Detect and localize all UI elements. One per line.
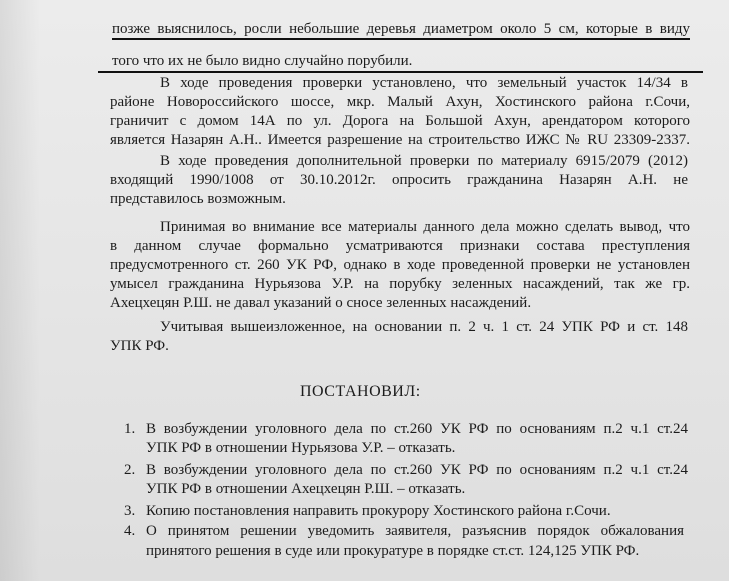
paragraph3-line-3: предусмотренного ст. 260 УК РФ, однако в ходе проведенной проверки не установлен: [110, 257, 690, 273]
paragraph2-line-2: входящий 1990/1008 от 30.10.2012г. опросить гражданина Назарян А.Н. не: [110, 172, 688, 188]
item-4-line-1: О принятом решении уведомить заявителя, разъяснив порядок обжалования: [146, 523, 684, 539]
paragraph1-line-1: В ходе проведения проверки установлено, что земельный участок 14/34 в: [160, 75, 688, 91]
item-2-line-2: УПК РФ в отношении Ахецхецян Р.Ш. – отказать.: [146, 481, 466, 497]
paragraph4-line-2: УПК РФ.: [110, 338, 169, 354]
underline-1: [112, 38, 690, 40]
paragraph1-line-2: районе Новороссийского шоссе, мкр. Малый Ахун, Хостинского района г.Сочи,: [110, 94, 690, 110]
underline-2: [98, 71, 703, 73]
item-3-number: 3.: [124, 503, 136, 519]
scan-shadow: [0, 0, 40, 581]
paragraph2-line-3: представилось возможным.: [110, 191, 286, 207]
paragraph3-line-2: в данном случае формально усматриваются признаки состава преступления: [110, 238, 690, 254]
paragraph3-line-5: Ахецхецян Р.Ш. не давал указаний о сносе зеленных насаждений.: [110, 295, 532, 311]
paragraph1-line-3: граничит с домом 14А по ул. Дорога на Большой Ахун, арендатором которого: [110, 113, 690, 129]
paragraph3-line-1: Принимая во внимание все материалы данного дела можно сделать вывод, что: [160, 219, 690, 235]
paragraph3-line-4: умысел гражданина Нурьязова У.Р. на порубку зеленных насаждений, так же гр.: [110, 276, 690, 292]
top-line-1: позже выяснилось, росли небольшие деревья диаметром около 5 см, которые в виду: [112, 21, 690, 37]
top-line-2: того что их не было видно случайно порубили.: [112, 53, 413, 69]
item-3-line-1: Копию постановления направить прокурору Хостинского района г.Сочи.: [146, 503, 611, 519]
item-2-number: 2.: [124, 462, 136, 478]
resolution-heading: ПОСТАНОВИЛ:: [300, 383, 421, 400]
item-4-line-2: принятого решения в суде или прокуратуре в порядке ст.ст. 124,125 УПК РФ.: [146, 543, 640, 559]
item-2-line-1: В возбуждении уголовного дела по ст.260 УК РФ по основаниям п.2 ч.1 ст.24: [146, 462, 688, 478]
paragraph4-line-1: Учитывая вышеизложенное, на основании п. 2 ч. 1 ст. 24 УПК РФ и ст. 148: [160, 319, 688, 335]
item-4-number: 4.: [124, 523, 136, 539]
paragraph2-line-1: В ходе проведения дополнительной проверки по материалу 6915/2079 (2012): [160, 153, 688, 169]
item-1-line-1: В возбуждении уголовного дела по ст.260 УК РФ по основаниям п.2 ч.1 ст.24: [146, 421, 688, 437]
item-1-line-2: УПК РФ в отношении Нурьязова У.Р. – отказать.: [146, 440, 456, 456]
item-1-number: 1.: [124, 421, 136, 437]
paragraph1-line-4: является Назарян А.Н.. Имеется разрешение на строительство ИЖС № RU 23309-2337.: [110, 132, 690, 148]
